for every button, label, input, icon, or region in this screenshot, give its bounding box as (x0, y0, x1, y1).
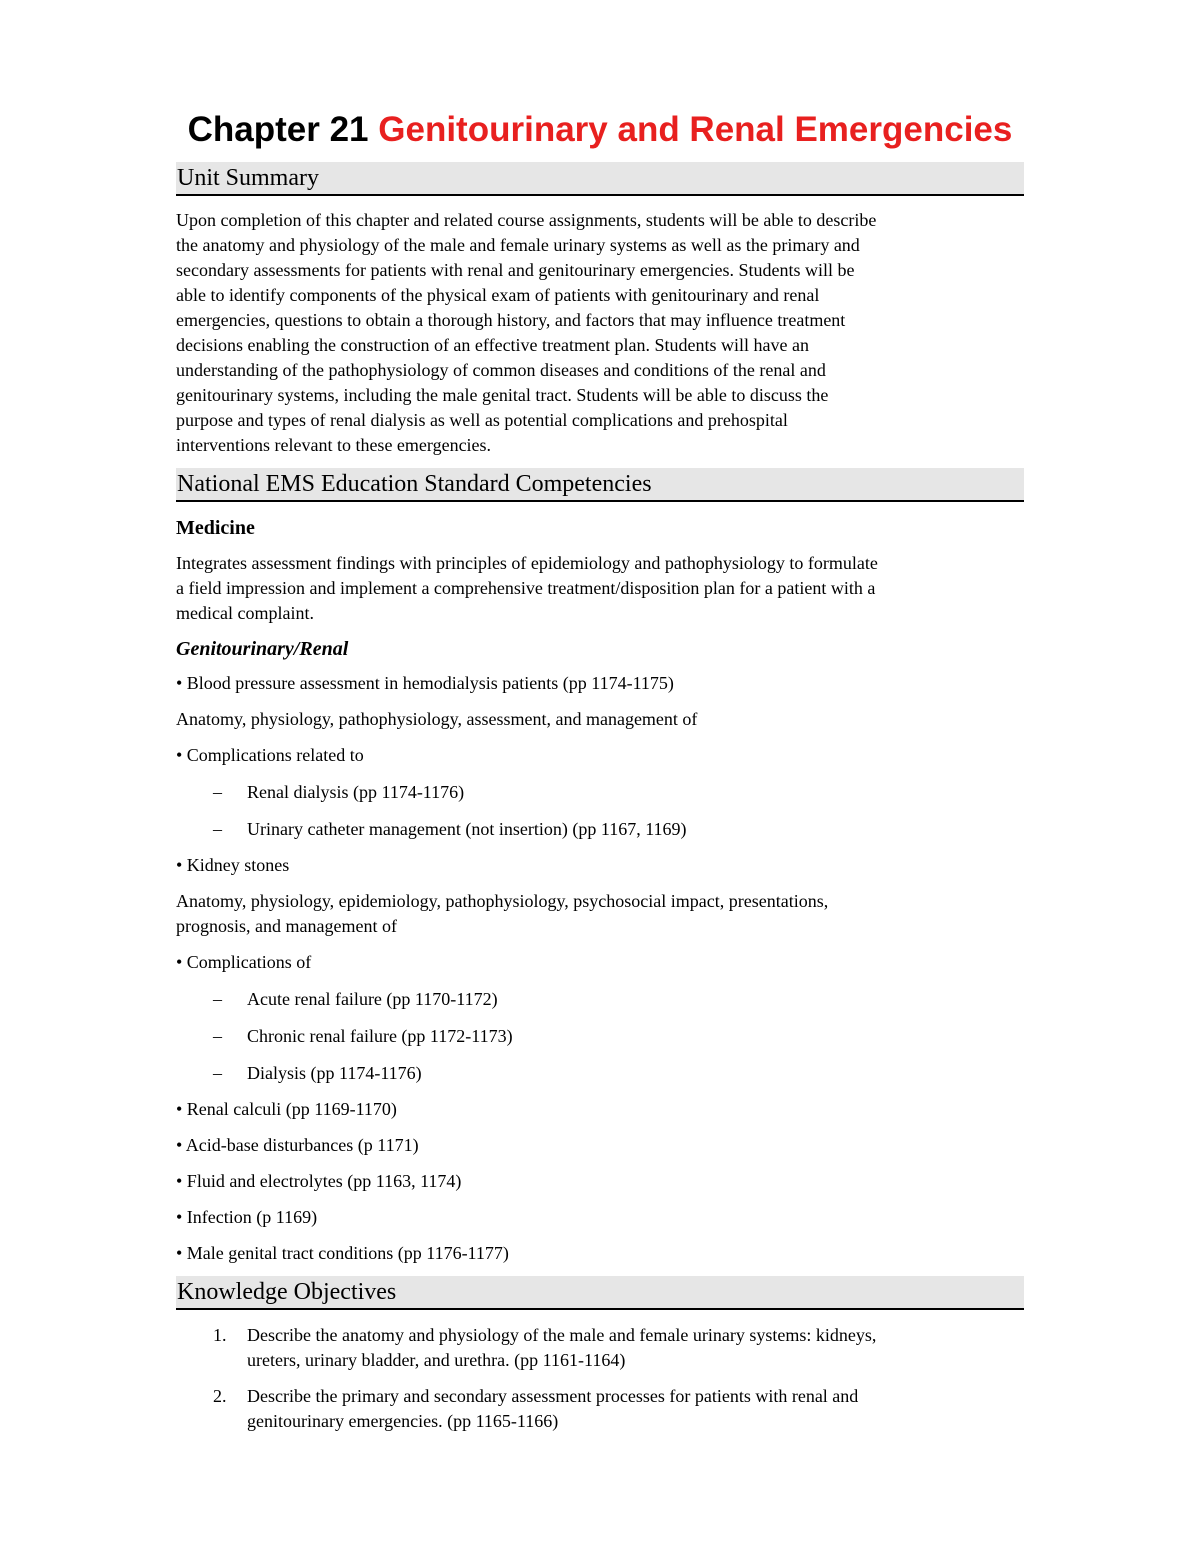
male-genital-item: • Male genital tract conditions (pp 1176-1177) (176, 1243, 509, 1263)
chapter-number: Chapter 21 (187, 110, 369, 149)
summary-line: decisions enabling the construction of an effective treatment plan. Students will have an (176, 335, 809, 355)
bp-assessment-item: • Blood pressure assessment in hemodialysis patients (pp 1174-1175) (176, 673, 674, 693)
list-item: 2. Describe the primary and secondary assessment processes for patients with renal and genitourinary emergencies. (pp 1165-1166) (213, 1386, 859, 1431)
document-page (176, 108, 1024, 1445)
genitourinary-renal-heading: Genitourinary/Renal (176, 638, 349, 660)
anatomy-intro-1: Anatomy, physiology, pathophysiology, assessment, and management of (176, 709, 698, 729)
dialysis-item: – Dialysis (pp 1174-1176) (176, 1061, 1024, 1086)
dash-marker: – (213, 1026, 222, 1046)
dash-marker: – (213, 782, 222, 802)
medicine-heading: Medicine (176, 517, 255, 539)
medicine-line: medical complaint. (176, 603, 314, 623)
summary-line: the anatomy and physiology of the male and female urinary systems as well as the primary and (176, 235, 860, 255)
complications-related-item: • Complications related to (176, 745, 364, 765)
knowledge-objectives-heading: Knowledge Objectives (176, 1276, 1024, 1310)
summary-line: Upon completion of this chapter and related course assignments, students will be able to describe (176, 210, 877, 230)
medicine-line: a field impression and implement a comprehensive treatment/disposition plan for a patient with a (176, 578, 876, 598)
summary-line: emergencies, questions to obtain a thorough history, and factors that may influence treatment (176, 310, 846, 330)
acute-renal-item: – Acute renal failure (pp 1170-1172) (176, 987, 1024, 1012)
unit-summary-text (176, 208, 1024, 458)
complications-of-item: • Complications of (176, 952, 312, 972)
infection-item: • Infection (p 1169) (176, 1207, 318, 1227)
summary-line: understanding of the pathophysiology of common diseases and conditions of the renal and (176, 360, 826, 380)
chapter-title (176, 108, 1024, 152)
dash-marker: – (213, 819, 222, 839)
chapter-name: Genitourinary and Renal Emergencies (378, 110, 1013, 149)
chronic-renal-item: – Chronic renal failure (pp 1172-1173) (176, 1024, 1024, 1049)
knowledge-objectives-list (176, 1323, 1024, 1434)
summary-line: secondary assessments for patients with renal and genitourinary emergencies. Students will be (176, 260, 855, 280)
urinary-catheter-item: – Urinary catheter management (not insertion) (pp 1167, 1169) (176, 817, 1024, 842)
fluid-electrolytes-item: • Fluid and electrolytes (pp 1163, 1174) (176, 1171, 462, 1191)
renal-calculi-item: • Renal calculi (pp 1169-1170) (176, 1099, 397, 1119)
summary-line: able to identify components of the physical exam of patients with genitourinary and renal (176, 285, 820, 305)
renal-dialysis-item: – Renal dialysis (pp 1174-1176) (176, 780, 1024, 805)
acid-base-item: • Acid-base disturbances (p 1171) (176, 1135, 419, 1155)
item-number: 2. (213, 1386, 227, 1406)
competencies-heading: National EMS Education Standard Competencies (176, 468, 1024, 502)
unit-summary-heading: Unit Summary (176, 162, 1024, 196)
dash-marker: – (213, 989, 222, 1009)
summary-line: interventions relevant to these emergencies. (176, 435, 492, 455)
anatomy-intro-2: Anatomy, physiology, epidemiology, pathophysiology, psychosocial impact, presentations, prognosis, and management of (176, 891, 829, 936)
list-item: 1. Describe the anatomy and physiology of the male and female urinary systems: kidneys, ureters, urinary bladder, and urethra. (pp 1161-1164) (213, 1325, 877, 1370)
dash-marker: – (213, 1063, 222, 1083)
summary-line: purpose and types of renal dialysis as well as potential complications and prehospital (176, 410, 788, 430)
item-number: 1. (213, 1325, 227, 1345)
summary-line: genitourinary systems, including the male genital tract. Students will be able to discuss the (176, 385, 829, 405)
medicine-line: Integrates assessment findings with principles of epidemiology and pathophysiology to formulate (176, 553, 878, 573)
medicine-text (176, 551, 1024, 626)
kidney-stones-item: • Kidney stones (176, 855, 290, 875)
